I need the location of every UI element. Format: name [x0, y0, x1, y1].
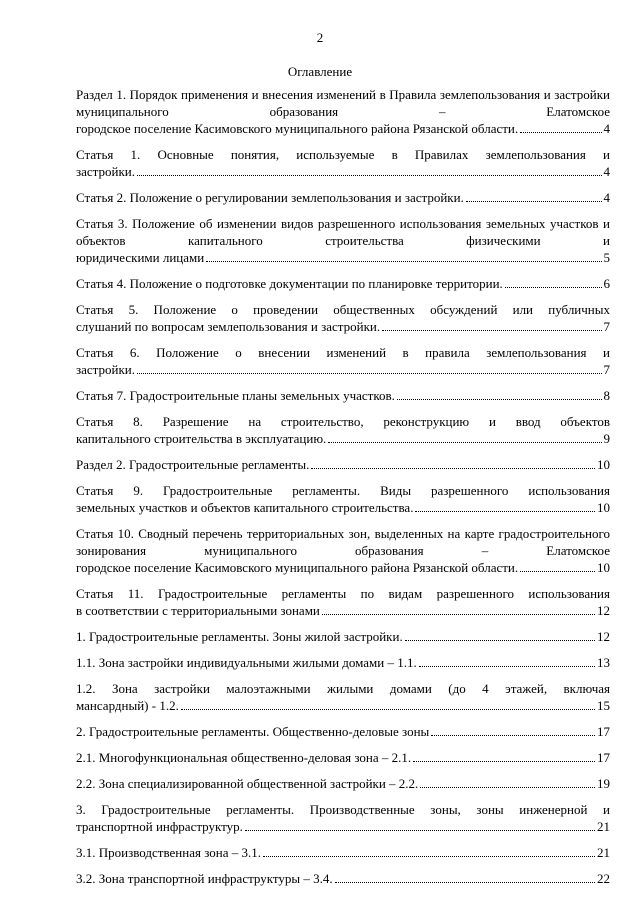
dot-leader	[311, 468, 595, 469]
toc-page-number: 12	[597, 629, 610, 644]
dot-leader	[322, 614, 595, 615]
toc-page-number: 4	[603, 164, 610, 179]
dot-leader	[328, 442, 601, 443]
page-number: 2	[316, 30, 324, 45]
toc-entry[interactable]	[76, 413, 610, 447]
dot-leader	[415, 511, 595, 512]
toc-entry-text: Статья 6. Положение о внесении изменений в правила землепользования и	[76, 345, 610, 360]
toc-entry[interactable]	[76, 775, 610, 792]
table-of-contents	[76, 86, 610, 896]
toc-page-number: 10	[597, 500, 610, 515]
dot-leader	[245, 830, 595, 831]
toc-entry-text-end: транспортной инфраструктур.	[76, 819, 243, 834]
toc-page-number: 9	[603, 431, 610, 446]
toc-entry-text-end: Статья 2. Положение о регулировании землепользования и застройки.	[76, 190, 464, 205]
toc-entry-text-end: капитального строительства в эксплуатацию.	[76, 431, 327, 446]
dot-leader	[206, 261, 601, 262]
toc-entry-text-end: 1. Градостроительные регламенты. Зоны жилой застройки.	[76, 629, 403, 644]
toc-entry-text-end: 2. Градостроительные регламенты. Общественно-деловые зоны	[76, 724, 430, 739]
dot-leader	[413, 761, 595, 762]
toc-entry[interactable]	[76, 870, 610, 887]
toc-entry-text-end: 2.1. Многофункциональная общественно-деловая зона – 2.1.	[76, 750, 412, 765]
dot-leader	[419, 666, 595, 667]
toc-entry-text-end: 3.1. Производственная зона – 3.1.	[76, 845, 262, 860]
toc-entry[interactable]	[76, 301, 610, 335]
toc-page-number: 10	[597, 560, 610, 575]
toc-entry[interactable]	[76, 844, 610, 861]
dot-leader	[466, 201, 602, 202]
toc-page-number: 17	[597, 724, 610, 739]
toc-page-number: 7	[603, 362, 610, 377]
toc-entry[interactable]	[76, 344, 610, 378]
dot-leader	[382, 330, 601, 331]
toc-entry[interactable]	[76, 525, 610, 576]
toc-entry-text-end: 2.2. Зона специализированной общественной застройки – 2.2.	[76, 776, 419, 791]
toc-entry[interactable]	[76, 387, 610, 404]
toc-entry-text-end: мансардный) - 1.2.	[76, 698, 179, 713]
toc-page-number: 7	[603, 319, 610, 334]
toc-entry-text-end: юридическими лицами	[76, 250, 205, 265]
dot-leader	[397, 399, 602, 400]
toc-entry-text: Статья 3. Положение об изменении видов разрешенного использования земельных участков и объектов капитального строительства физическими и	[76, 216, 610, 248]
toc-entry-text-end: Статья 4. Положение о подготовке документации по планировке территории.	[76, 276, 503, 291]
toc-entry[interactable]	[76, 801, 610, 835]
toc-entry-text-end: городское поселение Касимовского муниципального района Рязанской области.	[76, 560, 519, 575]
toc-page-number: 21	[597, 845, 610, 860]
toc-entry-text-end: застройки.	[76, 362, 135, 377]
dot-leader	[405, 640, 595, 641]
toc-entry-text: Статья 8. Разрешение на строительство, реконструкцию и ввод объектов	[76, 414, 610, 429]
toc-entry[interactable]	[76, 680, 610, 714]
dot-leader	[520, 571, 595, 572]
toc-entry-text-end: 1.1. Зона застройки индивидуальными жилыми домами – 1.1.	[76, 655, 417, 670]
toc-page-number: 19	[597, 776, 610, 791]
toc-entry-text: Статья 1. Основные понятия, используемые в Правилах землепользования и	[76, 147, 610, 162]
toc-page-number: 5	[603, 250, 610, 265]
toc-entry-text-end: городское поселение Касимовского муниципального района Рязанской области.	[76, 121, 519, 136]
toc-page-number: 22	[597, 871, 610, 886]
dot-leader	[137, 175, 602, 176]
toc-page-number: 4	[603, 190, 610, 205]
toc-page-number: 17	[597, 750, 610, 765]
toc-entry-text-end: слушаний по вопросам землепользования и застройки.	[76, 319, 381, 334]
toc-entry-text-end: Раздел 2. Градостроительные регламенты.	[76, 457, 310, 472]
dot-leader	[420, 787, 595, 788]
toc-entry[interactable]	[76, 146, 610, 180]
toc-entry[interactable]	[76, 189, 610, 206]
toc-entry[interactable]	[76, 749, 610, 766]
toc-entry-text: Статья 9. Градостроительные регламенты. Виды разрешенного использования	[76, 483, 610, 498]
toc-entry[interactable]	[76, 628, 610, 645]
toc-entry-text-end: земельных участков и объектов капитального строительства.	[76, 500, 414, 515]
toc-entry[interactable]	[76, 654, 610, 671]
dot-leader	[335, 882, 595, 883]
toc-entry[interactable]	[76, 215, 610, 266]
toc-entry-text: Статья 10. Сводный перечень территориальных зон, выделенных на карте градостроительного зонирования муниципального образования – Елатомское	[76, 526, 610, 558]
toc-entry-text: Раздел 1. Порядок применения и внесения изменений в Правила землепользования и застройки муниципального образования – Елатомское	[76, 87, 610, 119]
toc-entry-text: Статья 11. Градостроительные регламенты по видам разрешенного использования	[76, 586, 610, 601]
dot-leader	[181, 709, 595, 710]
toc-entry-text-end: Статья 7. Градостроительные планы земельных участков.	[76, 388, 395, 403]
toc-entry[interactable]	[76, 456, 610, 473]
toc-entry[interactable]	[76, 585, 610, 619]
toc-entry[interactable]	[76, 86, 610, 137]
toc-entry-text-end: застройки.	[76, 164, 135, 179]
toc-entry[interactable]	[76, 275, 610, 292]
toc-entry-text-end: 3.2. Зона транспортной инфраструктуры – 3.4.	[76, 871, 333, 886]
toc-page-number: 21	[597, 819, 610, 834]
toc-entry-text-end: в соответствии с территориальными зонами	[76, 603, 320, 618]
toc-title: Оглавление	[287, 64, 353, 79]
toc-page-number: 10	[597, 457, 610, 472]
toc-entry[interactable]	[76, 482, 610, 516]
toc-entry[interactable]	[76, 723, 610, 740]
toc-entry-text: 3. Градостроительные регламенты. Производственные зоны, зоны инженерной и	[76, 802, 610, 817]
dot-leader	[263, 856, 595, 857]
toc-page-number: 13	[597, 655, 610, 670]
dot-leader	[520, 132, 601, 133]
toc-entry-text: Статья 5. Положение о проведении общественных обсуждений или публичных	[76, 302, 610, 317]
dot-leader	[505, 287, 602, 288]
toc-page-number: 12	[597, 603, 610, 618]
dot-leader	[137, 373, 602, 374]
dot-leader	[431, 735, 595, 736]
toc-page-number: 6	[603, 276, 610, 291]
toc-entry-text: 1.2. Зона застройки малоэтажными жилыми домами (до 4 этажей, включая	[76, 681, 610, 696]
toc-page-number: 15	[597, 698, 610, 713]
toc-page-number: 4	[603, 121, 610, 136]
toc-page-number: 8	[603, 388, 610, 403]
